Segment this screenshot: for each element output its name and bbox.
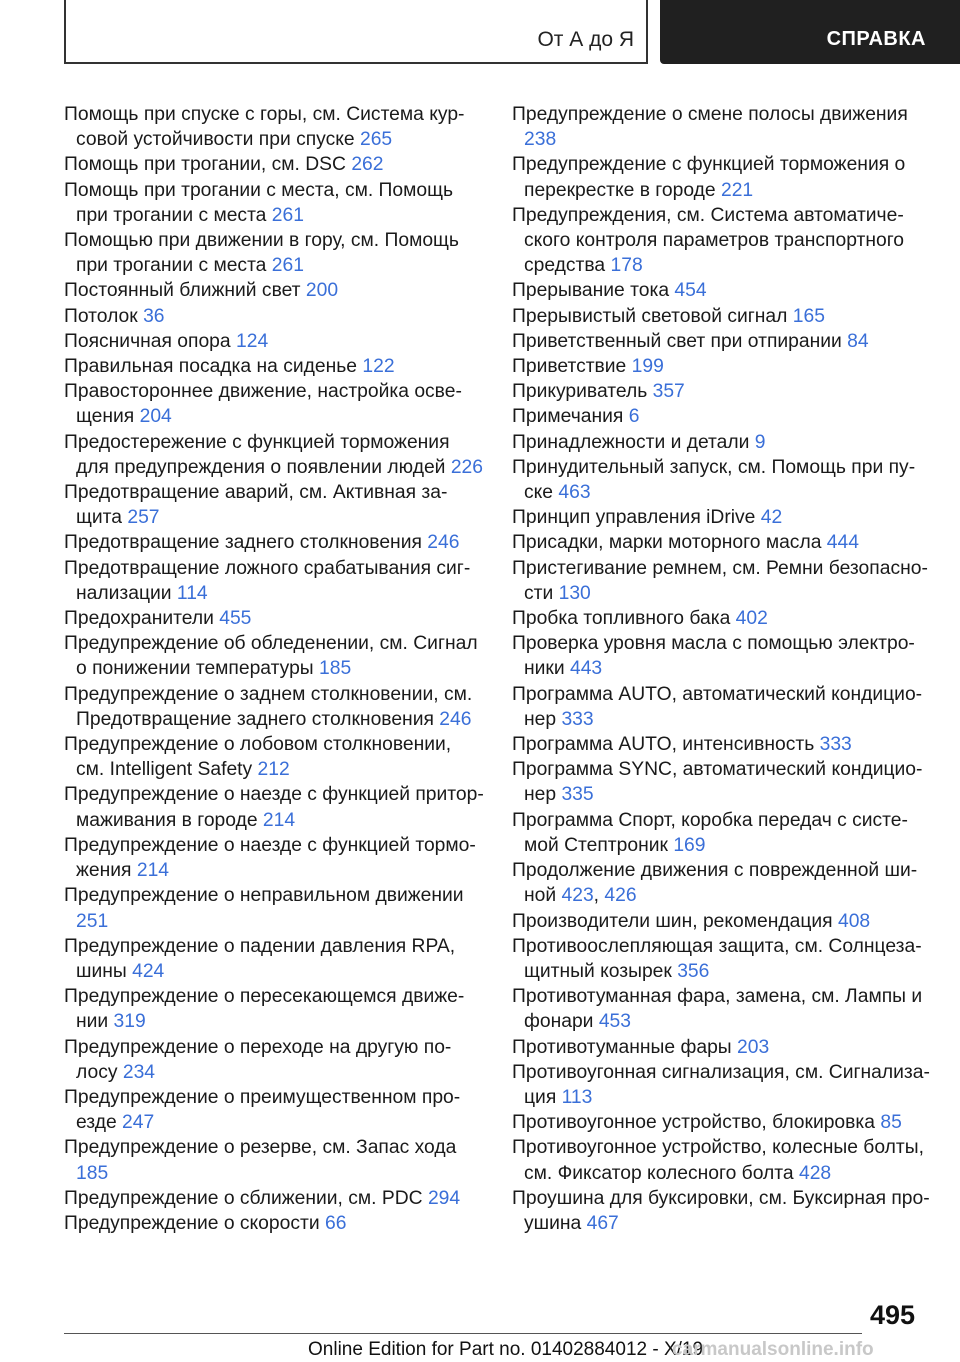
index-entry-text: Предотвращение ложного срабатывания сигнализации: [64, 557, 471, 604]
page-reference-link[interactable]: 85: [880, 1112, 902, 1134]
index-entry-text: Предупреждение о заднем столкновении, см. Предотвращение заднего столкновения: [64, 683, 473, 730]
index-entry-text: Приветствие: [512, 356, 632, 378]
page-reference-link[interactable]: 66: [324, 1212, 347, 1234]
index-entry: [64, 984, 484, 1034]
index-entry: [512, 203, 932, 279]
index-entry-text: Правильная посадка на сиденье: [64, 356, 363, 378]
index-entry: [64, 631, 484, 681]
index-entry-text: Программа AUTO, интенсивность: [512, 734, 820, 756]
index-entry-text: Постоянный ближний свет: [64, 280, 306, 302]
index-entry-text: Проверка уровня масла с помощью электроники: [512, 633, 915, 680]
index-entry-text: Потолок: [64, 305, 144, 327]
index-entry: [64, 782, 484, 832]
page-reference-link[interactable]: 6: [628, 406, 640, 428]
index-entry: [512, 631, 932, 681]
page-reference-link[interactable]: 234: [122, 1061, 156, 1083]
index-entry: [512, 1135, 932, 1185]
index-column-right: [512, 102, 932, 1236]
index-entry: [64, 178, 484, 228]
index-entry: [512, 354, 932, 379]
index-entry: [512, 909, 932, 934]
index-entry: [512, 1035, 932, 1060]
page-reference-link[interactable]: 221: [720, 179, 754, 201]
index-entry-text: Предупреждение о падении давления RPA, шины: [64, 935, 456, 982]
index-entry-text: Присадки, марки моторного масла: [512, 532, 827, 554]
index-entry-text: Предупреждение о пересекающемся движении: [64, 986, 465, 1033]
page-reference-link[interactable]: 454: [674, 280, 707, 302]
page-reference-link[interactable]: 257: [127, 507, 160, 529]
page-reference-link[interactable]: 42: [760, 507, 783, 529]
index-entry: [512, 102, 932, 152]
index-entry-text: Противоугонное устройство, блокировка: [512, 1112, 881, 1134]
index-entry-text: Продолжение движения с поврежденной шиной: [512, 860, 918, 907]
page-reference-link[interactable]: 214: [262, 809, 296, 831]
index-entry: [64, 883, 484, 933]
page-reference-link[interactable]: 453: [598, 1011, 631, 1033]
page-reference-link[interactable]: 114: [176, 582, 208, 604]
index-entry-text: Предупреждение об обледенении, см. Сигнал о понижении температуры: [64, 633, 478, 680]
page-reference-link[interactable]: 467: [586, 1212, 619, 1234]
index-entry: [512, 556, 932, 606]
index-entry-text: Помощь при спуске с горы, см. Система курсовой устойчивости при спуске: [64, 104, 465, 151]
index-entry: [512, 808, 932, 858]
page-number: 495: [870, 1300, 916, 1330]
index-entry-text: Противоугонная сигнализация, см. Сигнализация: [512, 1061, 930, 1108]
active-tab-label: СПРАВКА: [826, 28, 926, 50]
page-reference-link[interactable]: 261: [271, 204, 304, 226]
page-reference-link[interactable]: 463: [558, 482, 591, 504]
page-reference-link[interactable]: 178: [610, 255, 643, 277]
active-tab[interactable]: [660, 0, 960, 64]
index-entry-text: Предохранители: [64, 608, 220, 630]
index-entry: [64, 606, 484, 631]
page-reference-link[interactable]: 455: [219, 608, 252, 630]
index-entry-text: Предостережение с функцией торможения для предупреждения о появлении людей: [64, 431, 451, 478]
index-entry-text: Правостороннее движение, настройка освещения: [64, 381, 462, 428]
index-entry-text: Предупреждения, см. Система автоматического контроля параметров транспортного средства: [512, 204, 905, 277]
index-entry: [64, 379, 484, 429]
index-entry: [512, 1110, 932, 1135]
page-reference-link[interactable]: 294: [427, 1187, 461, 1209]
index-entry: [64, 329, 484, 354]
index-entry: [512, 379, 932, 404]
index-entry-text: Предупреждение о скорости: [64, 1212, 325, 1234]
index-entry-text: Программа Спорт, коробка передач с системой Стептроник: [512, 809, 908, 856]
page-reference-link[interactable]: 212: [257, 759, 290, 781]
index-entry: [64, 1035, 484, 1085]
page-reference-link[interactable]: 423: [561, 885, 594, 907]
page-reference-link[interactable]: 262: [351, 154, 384, 176]
index-entry-text: Предупреждение о сближении, см. PDC: [64, 1187, 428, 1209]
page-reference-link[interactable]: 357: [652, 381, 685, 403]
page-reference-link[interactable]: 113: [561, 1086, 593, 1108]
page-reference-link[interactable]: 319: [113, 1011, 146, 1033]
index-entry: [512, 682, 932, 732]
index-entry: [512, 404, 932, 429]
page-reference-link[interactable]: 333: [819, 734, 852, 756]
index-column-left: [64, 102, 484, 1236]
page-reference-link[interactable]: 130: [558, 582, 591, 604]
index-entry: [512, 430, 932, 455]
page-reference-link[interactable]: 9: [754, 431, 766, 453]
index-entry-text: Противотуманная фара, замена, см. Лампы и фонари: [512, 986, 923, 1033]
page-reference-link[interactable]: 185: [319, 658, 352, 680]
index-entry: [512, 505, 932, 530]
page-reference-link[interactable]: 238: [524, 129, 557, 151]
index-entry-text: Противотуманные фары: [512, 1036, 738, 1058]
index-entry: [64, 304, 484, 329]
index-entry: [512, 732, 932, 757]
index-entry: [64, 430, 484, 480]
page-reference-link[interactable]: 124: [236, 330, 269, 352]
index-entry: [512, 304, 932, 329]
index-entry-text: Предотвращение заднего столкновения: [64, 532, 428, 554]
index-entry-text: Противоугонное устройство, колесные болты, см. Фиксатор колесного болта: [512, 1137, 924, 1184]
page-reference-link[interactable]: 356: [677, 960, 710, 982]
page-reference-link[interactable]: 200: [305, 280, 339, 302]
index-entry-text: Проушина для буксировки, см. Буксирная проушина: [512, 1187, 930, 1234]
page-reference-link[interactable]: 185: [76, 1162, 109, 1184]
page-reference-link[interactable]: 443: [569, 658, 603, 680]
index-entry: [512, 530, 932, 555]
index-entry-text: Предупреждение о неправильном движении: [64, 885, 464, 907]
index-entry: [64, 732, 484, 782]
index-entry: [64, 556, 484, 606]
index-entry: [512, 606, 932, 631]
index-entry-text: Программа AUTO, автоматический кондиционер: [512, 683, 923, 730]
index-entry: [64, 480, 484, 530]
index-entry: [512, 1186, 932, 1236]
page-reference-link[interactable]: 246: [439, 708, 472, 730]
index-entry: [512, 1060, 932, 1110]
index-entry-text: Предупреждение о наезде с функцией притормаживания в городе: [64, 784, 484, 831]
page-reference-link[interactable]: 214: [136, 860, 170, 882]
index-entry-text: Принудительный запуск, см. Помощь при пуске: [512, 456, 916, 504]
index-entry-text: Производители шин, рекомендация: [512, 910, 838, 932]
index-entry-text: Пробка топливного бака: [512, 608, 736, 630]
index-entry: [512, 757, 932, 807]
index-entry: [512, 984, 932, 1034]
page-reference-link[interactable]: 36: [143, 305, 165, 327]
page-reference-link[interactable]: 426: [604, 885, 637, 907]
index-entry-text: Предупреждение о резерве, см. Запас хода: [64, 1137, 457, 1159]
page-reference-link[interactable]: 261: [271, 255, 304, 277]
index-entry-text: Поясничная опора: [64, 330, 236, 352]
index-entry-text: Помощь при трогании, см. DSC: [64, 154, 352, 176]
index-entry: [64, 228, 484, 278]
index-entry: [64, 530, 484, 555]
page-reference-link[interactable]: 335: [561, 784, 594, 806]
page-header: [0, 0, 960, 66]
index-entry-text: Прерывистый световой сигнал: [512, 305, 793, 327]
index-entry: [64, 1085, 484, 1135]
index-entry-text: Предупреждение о преимущественном проезде: [64, 1086, 461, 1134]
page-reference-link[interactable]: 165: [792, 305, 825, 327]
index-entry-text: Предупреждение о наезде с функцией торможения: [64, 834, 476, 882]
index-entry: [64, 354, 484, 379]
page-reference-link[interactable]: 203: [737, 1036, 770, 1058]
index-entry-text: Предупреждение с функцией торможения о перекрестке в городе: [512, 154, 906, 201]
index-entry: [64, 934, 484, 984]
index-entry-text: Программа SYNC, автоматический кондиционер: [512, 759, 923, 806]
index-entry-text: Помощью при движении в гору, см. Помощь при трогании с места: [64, 230, 459, 277]
index-entry-text: Прерывание тока: [512, 280, 675, 302]
page-reference-link[interactable]: 333: [561, 708, 594, 730]
index-entry-text: Помощь при трогании с места, см. Помощь при трогании с места: [64, 179, 454, 226]
index-entry: [512, 278, 932, 303]
index-entry: [64, 833, 484, 883]
section-tab[interactable]: [64, 0, 648, 64]
page-reference-link[interactable]: 169: [673, 834, 706, 856]
page-reference-link[interactable]: 84: [847, 330, 869, 352]
index-entry: Продолжение движения с поврежденной шиной 423, 426: [512, 860, 918, 907]
index-entry-text: Принадлежности и детали: [512, 431, 755, 453]
index-entry-text: Противоослепляющая защита, см. Солнцезащитный козырек: [512, 935, 922, 982]
index-entry: [64, 682, 484, 732]
page-reference-link[interactable]: 204: [139, 406, 172, 428]
page-reference-link[interactable]: 428: [798, 1162, 832, 1184]
index-entry-text: Приветственный свет при отпирании: [512, 330, 848, 352]
index-entry: [64, 102, 484, 152]
index-entry: [512, 329, 932, 354]
page-reference-link[interactable]: 199: [631, 356, 664, 378]
index-entry-text: Примечания: [512, 406, 629, 428]
index-entry: [64, 1186, 484, 1211]
index-entry: [64, 278, 484, 303]
page-reference-link[interactable]: 251: [76, 910, 109, 932]
index-entry: [512, 152, 932, 202]
index-entry: [512, 455, 932, 505]
watermark: carmanualsonline.info: [672, 1339, 874, 1360]
page-reference-link[interactable]: 122: [362, 356, 395, 378]
footer-divider: [64, 1333, 862, 1334]
page-reference-link[interactable]: 226: [450, 456, 483, 478]
page-reference-link[interactable]: 402: [735, 608, 768, 630]
page-reference-link[interactable]: 424: [132, 960, 165, 982]
page-reference-link[interactable]: 444: [826, 532, 859, 554]
index-entry: [64, 152, 484, 177]
index-entry: [64, 1211, 484, 1236]
page-reference-link[interactable]: 246: [427, 532, 460, 554]
section-tab-label: От А до Я: [537, 28, 634, 51]
index-entry-text: Предотвращение аварий, см. Активная защита: [64, 482, 448, 529]
page-reference-link[interactable]: 265: [359, 129, 393, 151]
index-entry: [64, 1135, 484, 1185]
page-reference-link[interactable]: 408: [837, 910, 871, 932]
index-entry-text: Прикуриватель: [512, 381, 653, 403]
index-entry-text: Предупреждение о переходе на другую полосу: [64, 1036, 452, 1083]
index-entry: [512, 934, 932, 984]
index-entry-text: Пристегивание ремнем, см. Ремни безопасности: [512, 557, 928, 604]
page-reference-link[interactable]: 247: [122, 1112, 155, 1134]
index-entry-text: Принцип управления iDrive: [512, 507, 761, 529]
index-entry-text: Предупреждение о смене полосы движения: [512, 104, 908, 125]
index-entry-text: Предупреждение о лобовом столкновении, см. Intelligent Safety: [64, 734, 452, 781]
footer-edition: Online Edition for Part no. 01402884012 - X/19: [308, 1339, 704, 1360]
